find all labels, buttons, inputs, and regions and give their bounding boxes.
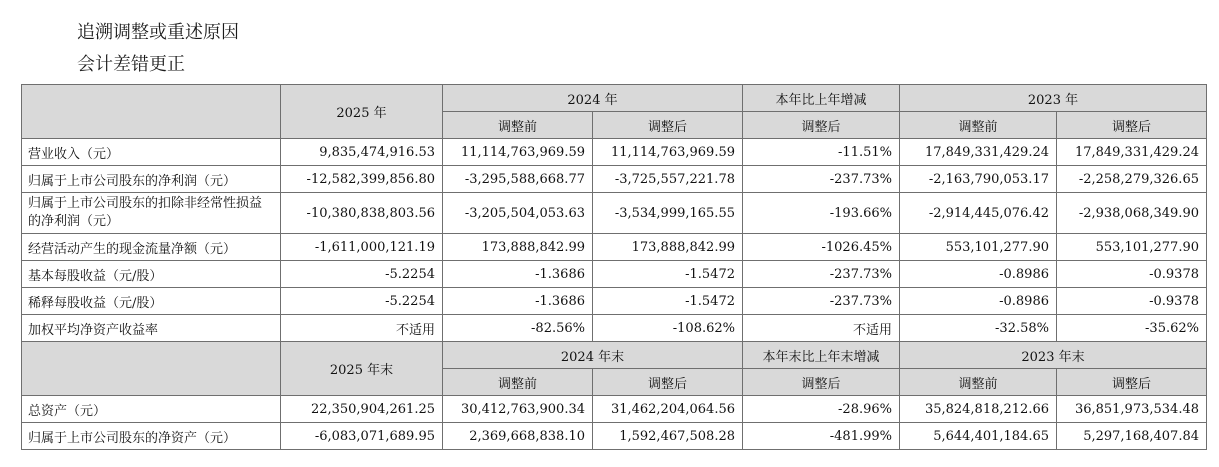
row-label: 营业收入（元）	[22, 139, 281, 166]
table-row	[22, 139, 1207, 166]
value-2024-before: 11,114,763,969.59	[443, 139, 593, 166]
value-change: -237.73%	[743, 261, 900, 288]
value-2023-before: -0.8986	[900, 288, 1057, 315]
value-2024-after: 173,888,842.99	[593, 234, 743, 261]
value-change: -11.51%	[743, 139, 900, 166]
value-2024-before: -3,295,588,668.77	[443, 166, 593, 193]
value-2024-after: -3,534,999,165.55	[593, 193, 743, 234]
header-2023-end-before: 调整前	[900, 369, 1057, 396]
section-subheading: 会计差错更正	[77, 54, 185, 75]
header-2023-after: 调整后	[1057, 112, 1207, 139]
table-row	[22, 166, 1207, 193]
value-2024-before: -82.56%	[443, 315, 593, 342]
header-blank-cell	[22, 342, 281, 396]
value-2023-before: -0.8986	[900, 261, 1057, 288]
value-change: -193.66%	[743, 193, 900, 234]
value-2023-before: -2,914,445,076.42	[900, 193, 1057, 234]
value-2025: -5.2254	[281, 288, 443, 315]
value-2023-after: 5,297,168,407.84	[1057, 423, 1207, 450]
table-header-row	[22, 85, 1207, 112]
value-2024-before: -1.3686	[443, 261, 593, 288]
header-2023-before: 调整前	[900, 112, 1057, 139]
value-2024-before: -3,205,504,053.63	[443, 193, 593, 234]
header-2025-end: 2025 年末	[281, 342, 443, 396]
value-2024-after: 1,592,467,508.28	[593, 423, 743, 450]
header-2023-end: 2023 年末	[900, 342, 1207, 369]
table-row	[22, 234, 1207, 261]
value-2024-after: 11,114,763,969.59	[593, 139, 743, 166]
header-2024: 2024 年	[443, 85, 743, 112]
header-change: 本年比上年增减	[743, 85, 900, 112]
value-2025: 9,835,474,916.53	[281, 139, 443, 166]
value-change: -237.73%	[743, 166, 900, 193]
value-2024-after: -108.62%	[593, 315, 743, 342]
header-change-after: 调整后	[743, 112, 900, 139]
row-label: 加权平均净资产收益率	[22, 315, 281, 342]
value-change: -481.99%	[743, 423, 900, 450]
header-change-end: 本年末比上年末增减	[743, 342, 900, 369]
value-2024-after: -1.5472	[593, 288, 743, 315]
header-blank-cell	[22, 85, 281, 139]
value-2023-after: -2,938,068,349.90	[1057, 193, 1207, 234]
value-2023-after: 553,101,277.90	[1057, 234, 1207, 261]
value-2023-after: -35.62%	[1057, 315, 1207, 342]
row-label: 归属于上市公司股东的净资产（元）	[22, 423, 281, 450]
table-row	[22, 396, 1207, 423]
value-2024-after: -1.5472	[593, 261, 743, 288]
row-label: 总资产（元）	[22, 396, 281, 423]
value-2024-after: 31,462,204,064.56	[593, 396, 743, 423]
value-2025: -6,083,071,689.95	[281, 423, 443, 450]
row-label: 经营活动产生的现金流量净额（元）	[22, 234, 281, 261]
value-2024-before: -1.3686	[443, 288, 593, 315]
header-change-end-after: 调整后	[743, 369, 900, 396]
value-2024-before: 173,888,842.99	[443, 234, 593, 261]
value-2023-before: -2,163,790,053.17	[900, 166, 1057, 193]
header-2024-end-after: 调整后	[593, 369, 743, 396]
table-row	[22, 261, 1207, 288]
header-2025: 2025 年	[281, 85, 443, 139]
header-2023: 2023 年	[900, 85, 1207, 112]
header-2024-after: 调整后	[593, 112, 743, 139]
value-2023-before: 5,644,401,184.65	[900, 423, 1057, 450]
value-2023-after: -0.9378	[1057, 261, 1207, 288]
value-2025: -5.2254	[281, 261, 443, 288]
header-2024-end: 2024 年末	[443, 342, 743, 369]
header-2024-end-before: 调整前	[443, 369, 593, 396]
section-heading: 追溯调整或重述原因	[77, 22, 239, 43]
value-2023-before: -32.58%	[900, 315, 1057, 342]
value-change: 不适用	[743, 315, 900, 342]
row-label: 归属于上市公司股东的净利润（元）	[22, 166, 281, 193]
table-row	[22, 423, 1207, 450]
value-2024-after: -3,725,557,221.78	[593, 166, 743, 193]
value-2023-before: 17,849,331,429.24	[900, 139, 1057, 166]
value-2025: 不适用	[281, 315, 443, 342]
header-2024-before: 调整前	[443, 112, 593, 139]
row-label: 基本每股收益（元/股）	[22, 261, 281, 288]
financial-data-table	[21, 84, 1207, 450]
value-2025: -1,611,000,121.19	[281, 234, 443, 261]
value-2023-after: 36,851,973,534.48	[1057, 396, 1207, 423]
value-change: -237.73%	[743, 288, 900, 315]
table-header-row	[22, 342, 1207, 369]
value-2023-after: 17,849,331,429.24	[1057, 139, 1207, 166]
value-change: -1026.45%	[743, 234, 900, 261]
table-row	[22, 315, 1207, 342]
header-2023-end-after: 调整后	[1057, 369, 1207, 396]
table-row	[22, 288, 1207, 315]
value-2024-before: 30,412,763,900.34	[443, 396, 593, 423]
value-2023-before: 553,101,277.90	[900, 234, 1057, 261]
value-2025: 22,350,904,261.25	[281, 396, 443, 423]
value-change: -28.96%	[743, 396, 900, 423]
value-2025: -12,582,399,856.80	[281, 166, 443, 193]
value-2023-after: -0.9378	[1057, 288, 1207, 315]
row-label: 归属于上市公司股东的扣除非经常性损益的净利润（元）	[22, 193, 281, 234]
value-2025: -10,380,838,803.56	[281, 193, 443, 234]
value-2023-after: -2,258,279,326.65	[1057, 166, 1207, 193]
value-2023-before: 35,824,818,212.66	[900, 396, 1057, 423]
row-label: 稀释每股收益（元/股）	[22, 288, 281, 315]
value-2024-before: 2,369,668,838.10	[443, 423, 593, 450]
table-row	[22, 193, 1207, 234]
